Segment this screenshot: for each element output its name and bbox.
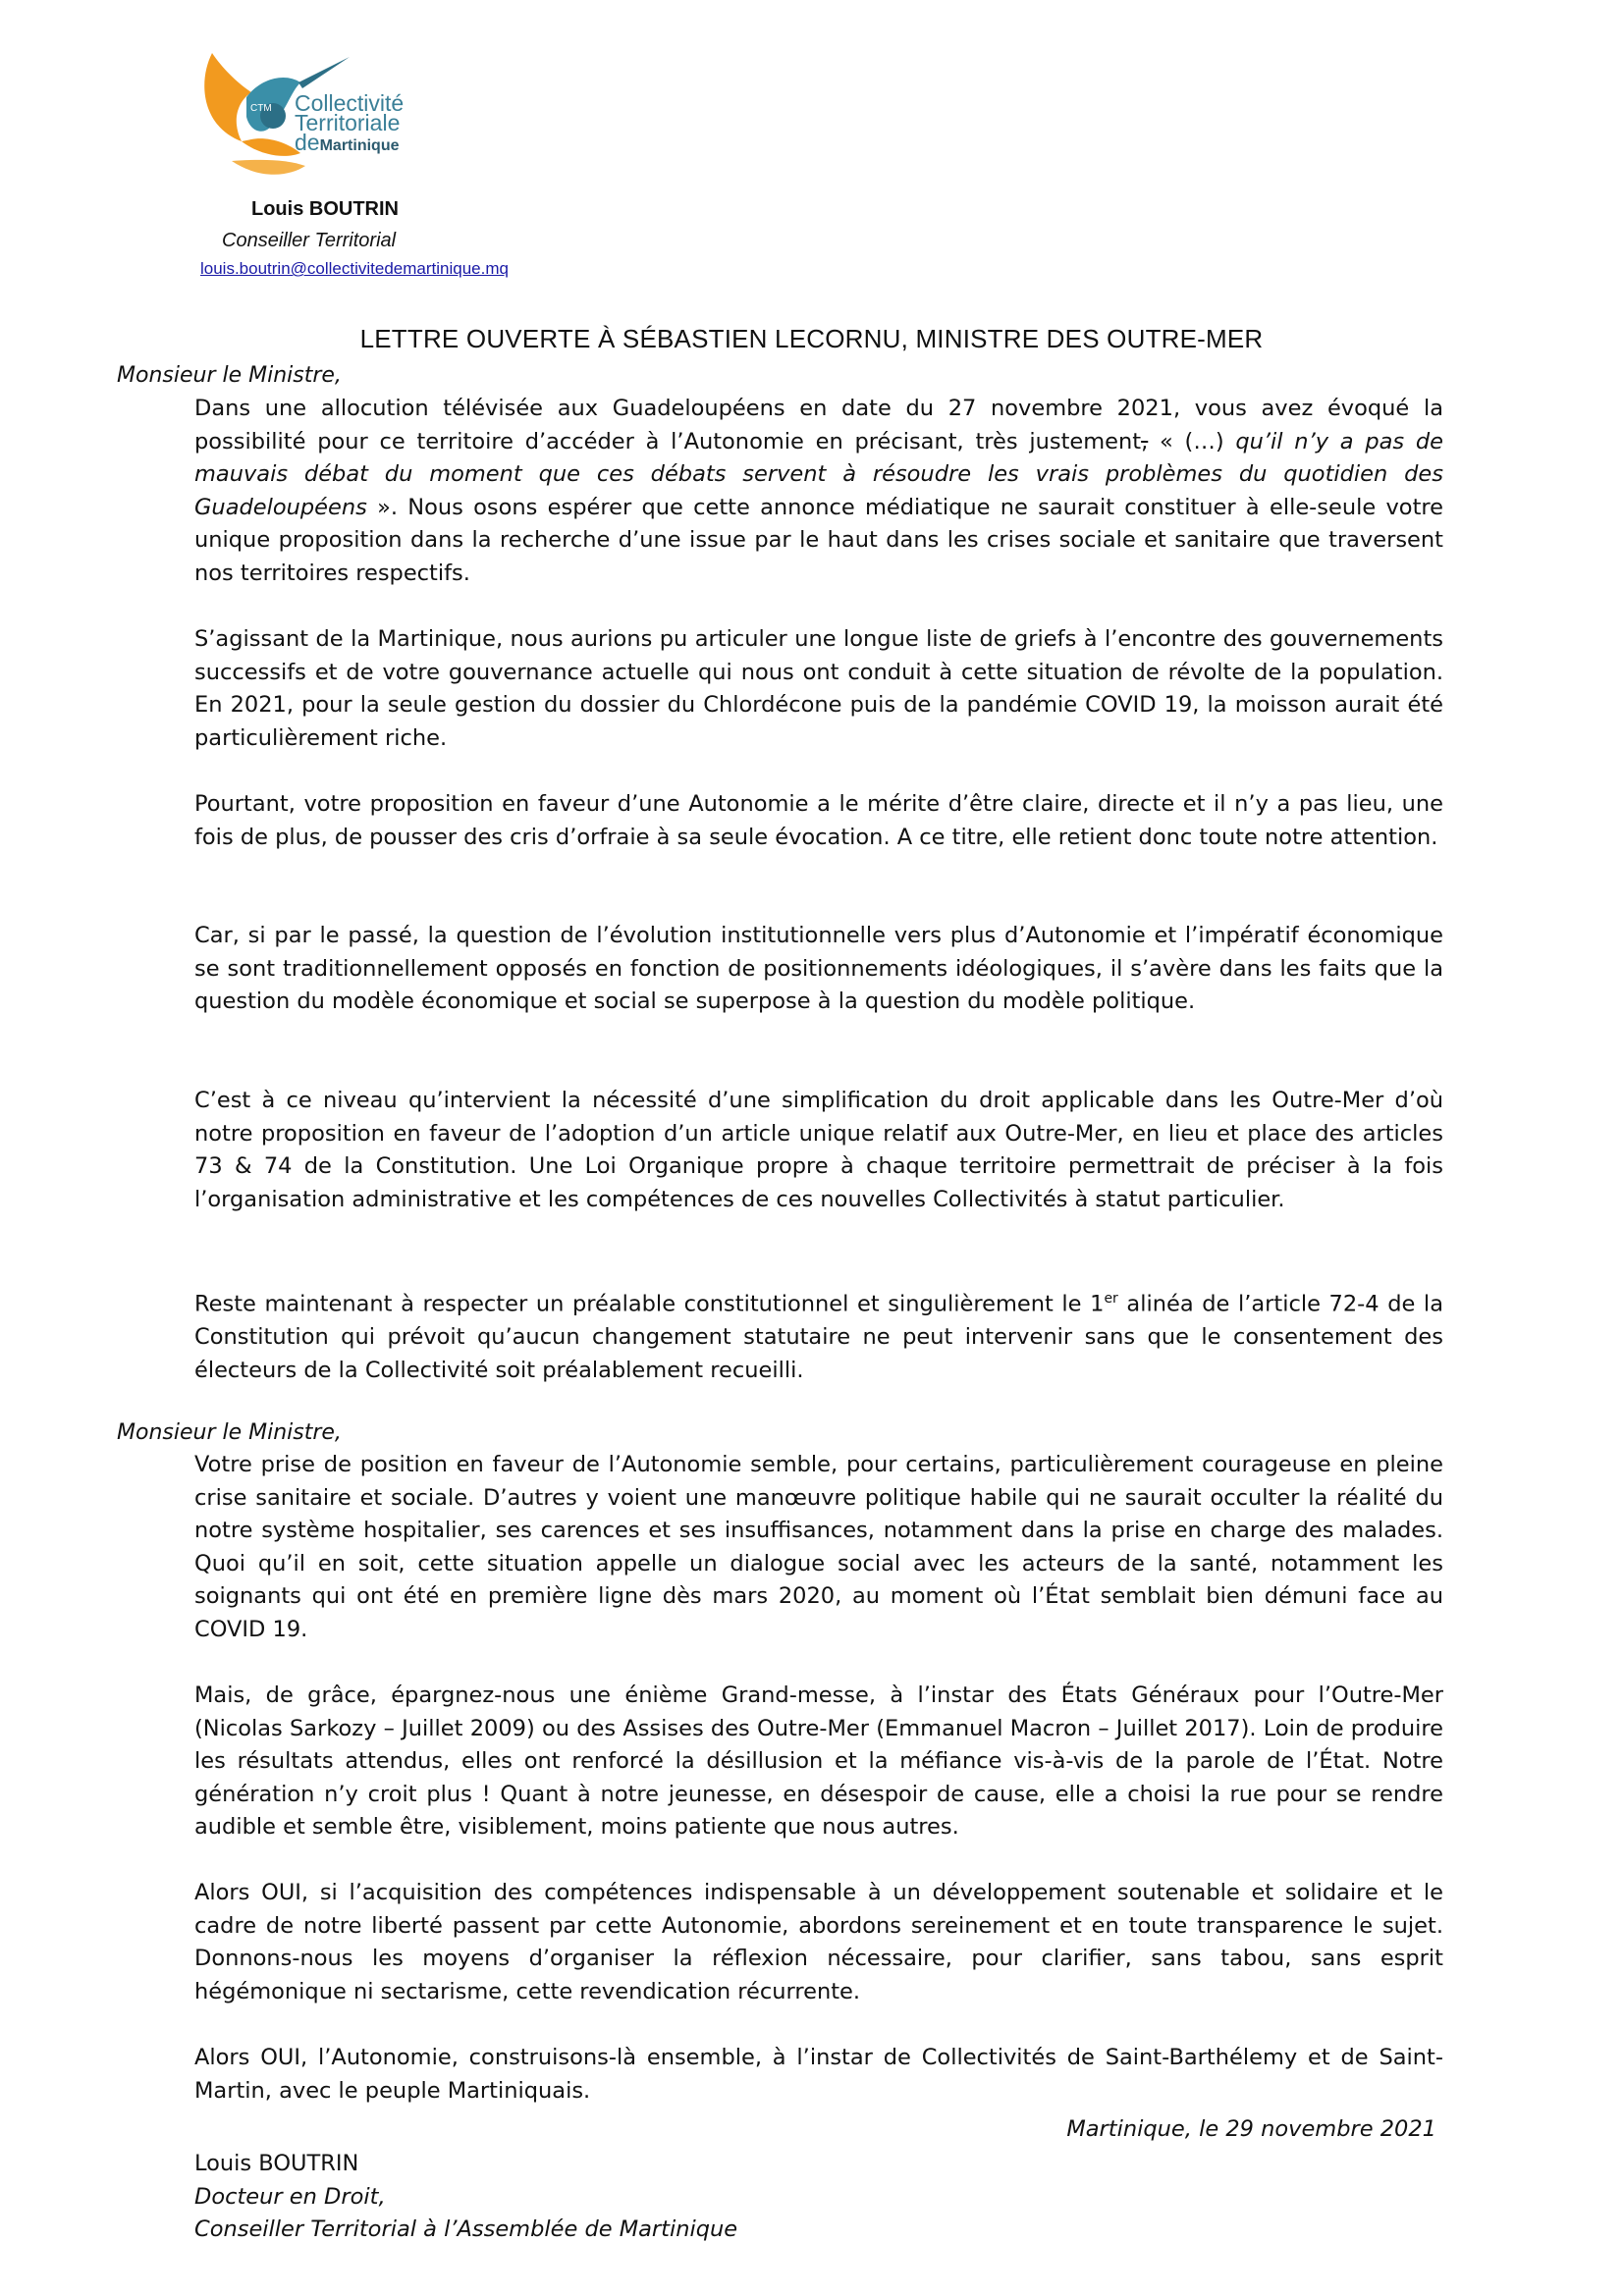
paragraph-4: Car, si par le passé, la question de l’évolution institutionnelle vers plus d’Autonomie et l’impératif économique se sont traditionnellement opposés en fonction de positionnements idéologiques, il s’avère dans les faits que la question du modèle économique et social se superpose à la question du modèle politique. xyxy=(194,923,1443,1014)
logo-line-3 xyxy=(295,130,404,156)
signature-date: Martinique, le 29 novembre 2021 xyxy=(1066,2116,1436,2142)
paragraph-5: C’est à ce niveau qu’intervient la nécessité d’une simplification du droit applicable dans les Outre-Mer d’où notre proposition en faveur de l’adoption d’un article unique relatif aux Outre-Mer, en lieu et place des articles 73 & 74 de la Constitution. Une Loi Organique propre à chaque territoire permettrait de préciser à la fois l’organisation administrative et les compétences de ces nouvelles Collectivités à statut particulier. xyxy=(194,1088,1443,1212)
paragraph-8: Mais, de grâce, épargnez-nous une énième Grand-messe, à l’instar des États Généraux pour l’Outre-Mer (Nicolas Sarkozy – Juillet 2009) ou des Assises des Outre-Mer (Emmanuel Macron – Juillet 2017). Loin de produire les résultats attendus, elles ont renforcé la désillusion et la méfiance vis-à-vis de la parole de l’État. Notre génération n’y croit plus ! Quant à notre jeunesse, en désespoir de cause, elle a choisi la rue pour se rendre audible et semble être, visiblement, moins patiente que nous autres. xyxy=(194,1682,1443,1840)
p1-text-b: « (…) xyxy=(1148,428,1236,454)
p1-strike: , xyxy=(1141,428,1149,454)
author-name: Louis BOUTRIN xyxy=(251,198,399,220)
p6-text-b: alinéa de l’article 72-4 de la Constitution qui prévoit qu’aucun changement statutaire ne peut intervenir sans que le consentement des électeurs de la Collectivité soit préalablement recueilli. xyxy=(194,1291,1443,1383)
author-role: Conseiller Territorial xyxy=(222,230,397,251)
signature-title-1: Docteur en Droit, xyxy=(194,2183,386,2210)
signature-title-2: Conseiller Territorial à l’Assemblée de Martinique xyxy=(194,2216,738,2242)
paragraph-2: S’agissant de la Martinique, nous aurions pu articuler une longue liste de griefs à l’encontre des gouvernements successifs et de votre gouvernance actuelle qui nous ont conduit à cette situation de révolte de la population. En 2021, pour la seule gestion du dossier du Chlordécone puis de la pandémie COVID 19, la moisson aurait été particulièrement riche. xyxy=(194,626,1443,751)
logo-line-1: Collectivité xyxy=(295,90,405,116)
p6-text-a: Reste maintenant à respecter un préalable constitutionnel et singulièrement le 1 xyxy=(194,1291,1105,1317)
logo-wordmark xyxy=(295,90,405,156)
logo-badge: CTM xyxy=(250,103,272,114)
logo-line-2: Territoriale xyxy=(295,110,401,135)
paragraph-10: Alors OUI, l’Autonomie, construisons-là ensemble, à l’instar de Collectivités de Saint-Barthélemy et de Saint-Martin, avec le peuple Martiniquais. xyxy=(194,2045,1443,2104)
paragraph-9: Alors OUI, si l’acquisition des compétences indispensable à un développement soutenable et solidaire et le cadre de notre liberté passent par cette Autonomie, abordons sereinement et en toute transparence le sujet. Donnons-nous les moyens d’organiser la réflexion nécessaire, pour clarifier, sans tabou, sans esprit hégémonique ni sectarisme, cette revendication récurrente. xyxy=(194,1880,1443,2004)
letter-title: LETTRE OUVERTE À SÉBASTIEN LECORNU, MINISTRE DES OUTRE-MER xyxy=(359,324,1264,353)
salutation-2: Monsieur le Ministre, xyxy=(117,1420,342,1445)
p1-text-a: Dans une allocution télévisée aux Guadeloupéens en date du 27 novembre 2021, vous avez évoqué la possibilité pour ce territoire d’accéder à l’Autonomie en précisant, très justement xyxy=(194,396,1443,454)
author-email-link[interactable]: louis.boutrin@collectivitedemartinique.mq xyxy=(200,259,509,278)
logo-line-3-prefix: de xyxy=(295,130,320,155)
paragraph-3: Pourtant, votre proposition en faveur d’une Autonomie a le mérite d’être claire, directe et il n’y a pas lieu, une fois de plus, de pousser des cris d’orfraie à sa seule évocation. A ce titre, elle retient donc toute notre attention. xyxy=(194,791,1443,850)
p6-superscript: er xyxy=(1104,1291,1118,1307)
p1-text-c: ». Nous osons espérer que cette annonce médiatique ne saurait constituer à elle-seule votre unique proposition dans la recherche d’une issue par le haut dans les crises sociale et sanitaire que traversent nos territoires respectifs. xyxy=(194,494,1443,586)
p1-quote: qu’il n’y a pas de mauvais débat du moment que ces débats servent à résoudre les vrais problèmes du quotidien des Guadeloupéens xyxy=(194,428,1444,520)
salutation-1: Monsieur le Ministre, xyxy=(117,363,342,388)
paragraph-6 xyxy=(194,1283,1443,1387)
signature-block xyxy=(194,2148,737,2247)
paragraph-1 xyxy=(194,393,1443,590)
paragraph-7: Votre prise de position en faveur de l’Autonomie semble, pour certains, particulièrement courageuse en pleine crise sanitaire et sociale. D’autres y voient une manœuvre politique habile qui ne saurait occulter la réalité du notre système hospitalier, ses carences et ses insuffisances, notamment dans la prise en charge des malades. Quoi qu’il en soit, cette situation appelle un dialogue social avec les acteurs de la santé, notamment les soignants qui ont été en première ligne dès mars 2020, au moment où l’État semblait bien démuni face au COVID 19. xyxy=(194,1452,1443,1642)
signature-name: Louis BOUTRIN xyxy=(194,2151,359,2176)
logo-line-3-strong: Martinique xyxy=(319,137,400,154)
